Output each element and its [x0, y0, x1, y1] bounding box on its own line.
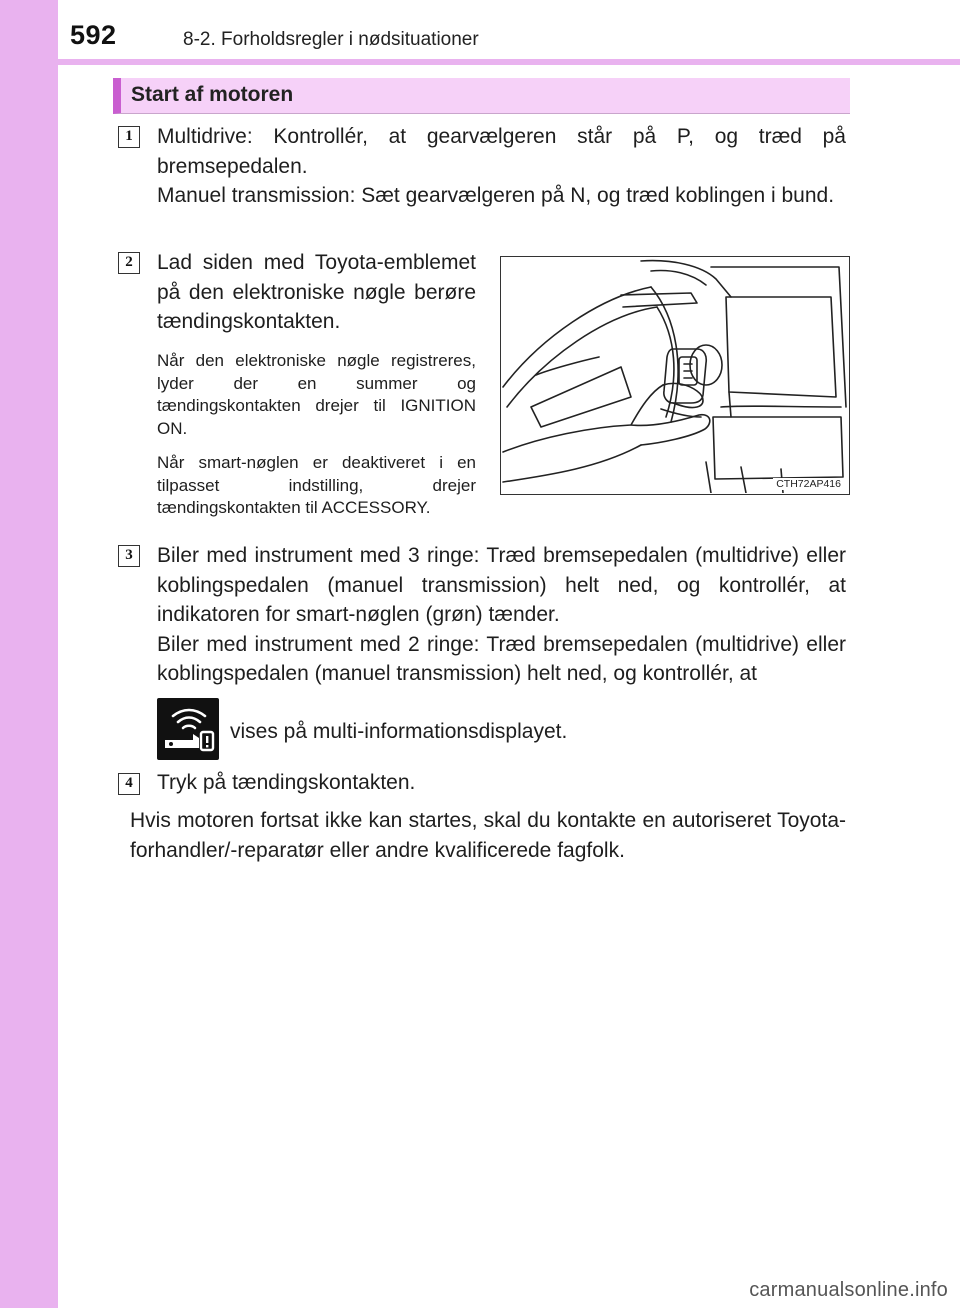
header-rule — [58, 59, 960, 65]
step-number-3: 3 — [118, 545, 140, 567]
section-title: Start af motoren — [131, 83, 294, 106]
step-2-note: Når den elektroniske nøgle registreres, lyder der en summer og tændingskontakten drejer til IGNITION ON. — [157, 351, 476, 438]
step-1-text — [157, 122, 846, 211]
step-2-paragraph: Lad siden med Toyota-emblemet på den elektroniske nøgle berøre tændingskontakten. — [157, 251, 476, 333]
step-number-2: 2 — [118, 252, 140, 274]
key-touch-illustration — [501, 257, 848, 493]
watermark: carmanualsonline.info — [749, 1279, 948, 1301]
key-wave-icon — [157, 698, 219, 760]
step-3-paragraph: Biler med instrument med 3 ringe: Træd bremsepedalen (multidrive) eller koblingspedalen (manuel transmission) helt ned, og kontrollér, at indikatoren for smart-nøglen (grøn) tænder. — [157, 544, 846, 626]
step-4-paragraph: Tryk på tændingskontakten. — [157, 771, 416, 794]
chapter-title: 8-2. Forholdsregler i nødsituationer — [183, 29, 479, 50]
chapter-sidebar — [0, 0, 58, 1308]
illustration-key-on-ignition — [500, 256, 850, 495]
section-header — [113, 78, 850, 114]
page-number: 592 — [70, 20, 117, 50]
step-2-note: Når smart-nøglen er deaktiveret i en tilpasset indstilling, drejer tændingskontakten til ACCESSORY. — [157, 453, 476, 517]
step-3-text — [157, 541, 846, 689]
step-number-1: 1 — [118, 126, 140, 148]
smart-key-indicator-icon — [157, 698, 219, 760]
step-1-paragraph: Multidrive: Kontrollér, at gearvælgeren står på P, og træd på bremsepedalen. — [157, 125, 846, 178]
figure-code: CTH72AP416 — [773, 478, 844, 490]
step-number-4: 4 — [118, 773, 140, 795]
step-4-text — [157, 768, 846, 798]
closing-paragraph: Hvis motoren fortsat ikke kan startes, skal du kontakte en autoriseret Toyota-forhandler/-reparatør eller andre kvalificerede fagfolk. — [130, 809, 846, 862]
step-2-note-2 — [157, 452, 476, 520]
step-3-paragraph: Biler med instrument med 2 ringe: Træd bremsepedalen (multidrive) eller koblingspedalen (manuel transmission) helt ned, og kontrollér, at — [157, 632, 846, 685]
step-2-note-1 — [157, 350, 476, 440]
indicator-inline-text: vises på multi-informationsdisplayet. — [230, 720, 568, 743]
step-1-paragraph: Manuel transmission: Sæt gearvælgeren på N, og træd koblingen i bund. — [157, 184, 835, 207]
step-2-text — [157, 248, 476, 337]
